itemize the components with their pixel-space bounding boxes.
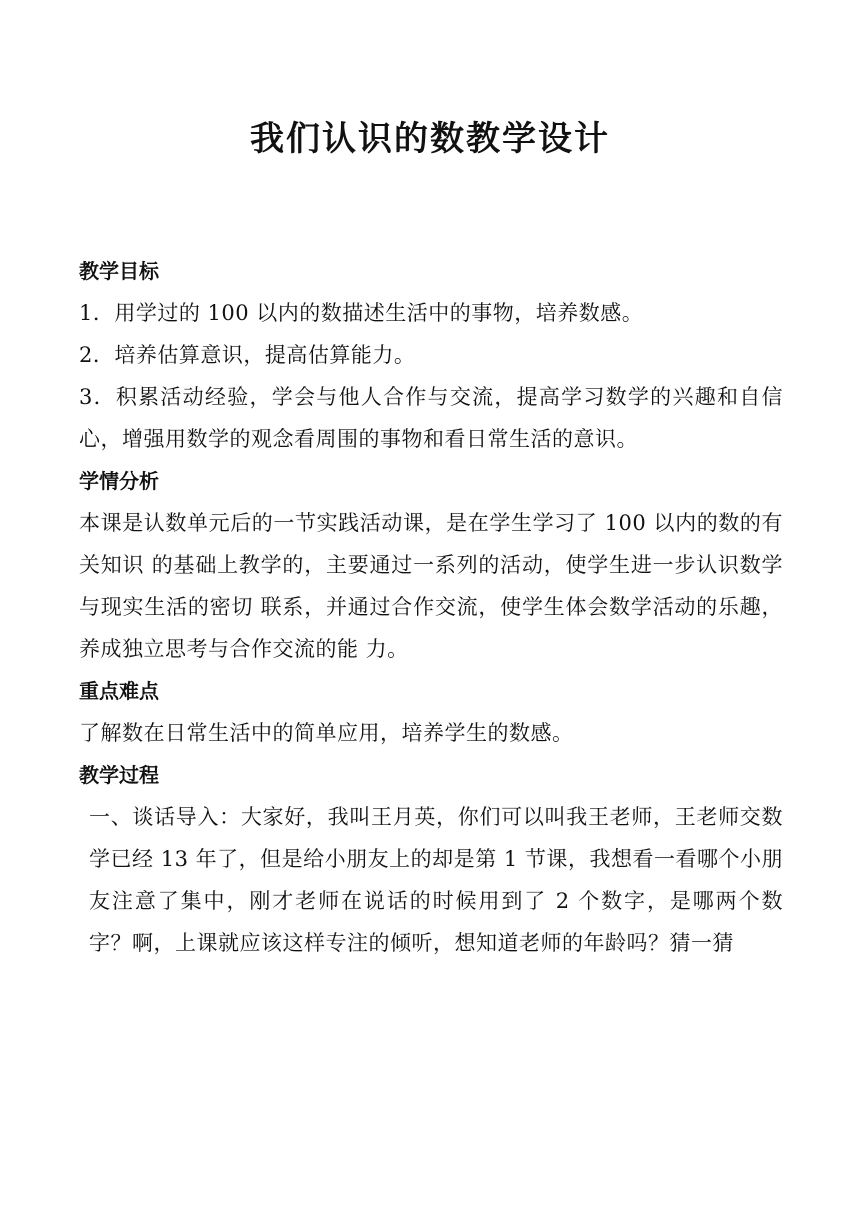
analysis-paragraph: 本课是认数单元后的一节实践活动课，是在学生学习了 100 以内的数的有关知识 的基础上教学的，主要通过一系列的活动，使学生进一步认识数学与现实生活的密切 联系，并通过合作交流，使学生体会数学活动的乐趣，养成独立思考与合作交流的能 力。 (79, 511, 783, 661)
process-heading: 教学过程 (79, 763, 159, 787)
objective-item: 2．培养估算意识，提高估算能力。 (79, 343, 416, 367)
objective-item: 3．积累活动经验，学会与他人合作与交流，提高学习数学的兴趣和自信心，增强用数学的观念看周围的事物和看日常生活的意识。 (79, 385, 783, 451)
key-points-heading: 重点难点 (79, 679, 159, 703)
objective-item: 1．用学过的 100 以内的数描述生活中的事物，培养数感。 (79, 301, 644, 325)
objectives-heading: 教学目标 (79, 259, 159, 283)
process-paragraph: 一、谈话导入：大家好，我叫王月英，你们可以叫我王老师，王老师交数学已经 13 年了，但是给小朋友上的却是第 1 节课，我想看一看哪个小朋友注意了集中，刚才老师在说话的时候用到了 2 个数字，是哪两个数字？啊，上课就应该这样专注的倾听，想知道老师的年龄吗？猜一猜 (89, 805, 783, 955)
key-points-paragraph: 了解数在日常生活中的简单应用，培养学生的数感。 (79, 721, 574, 745)
analysis-heading: 学情分析 (79, 469, 159, 493)
document-body (79, 250, 783, 964)
document-title: 我们认识的数教学设计 (250, 119, 610, 159)
